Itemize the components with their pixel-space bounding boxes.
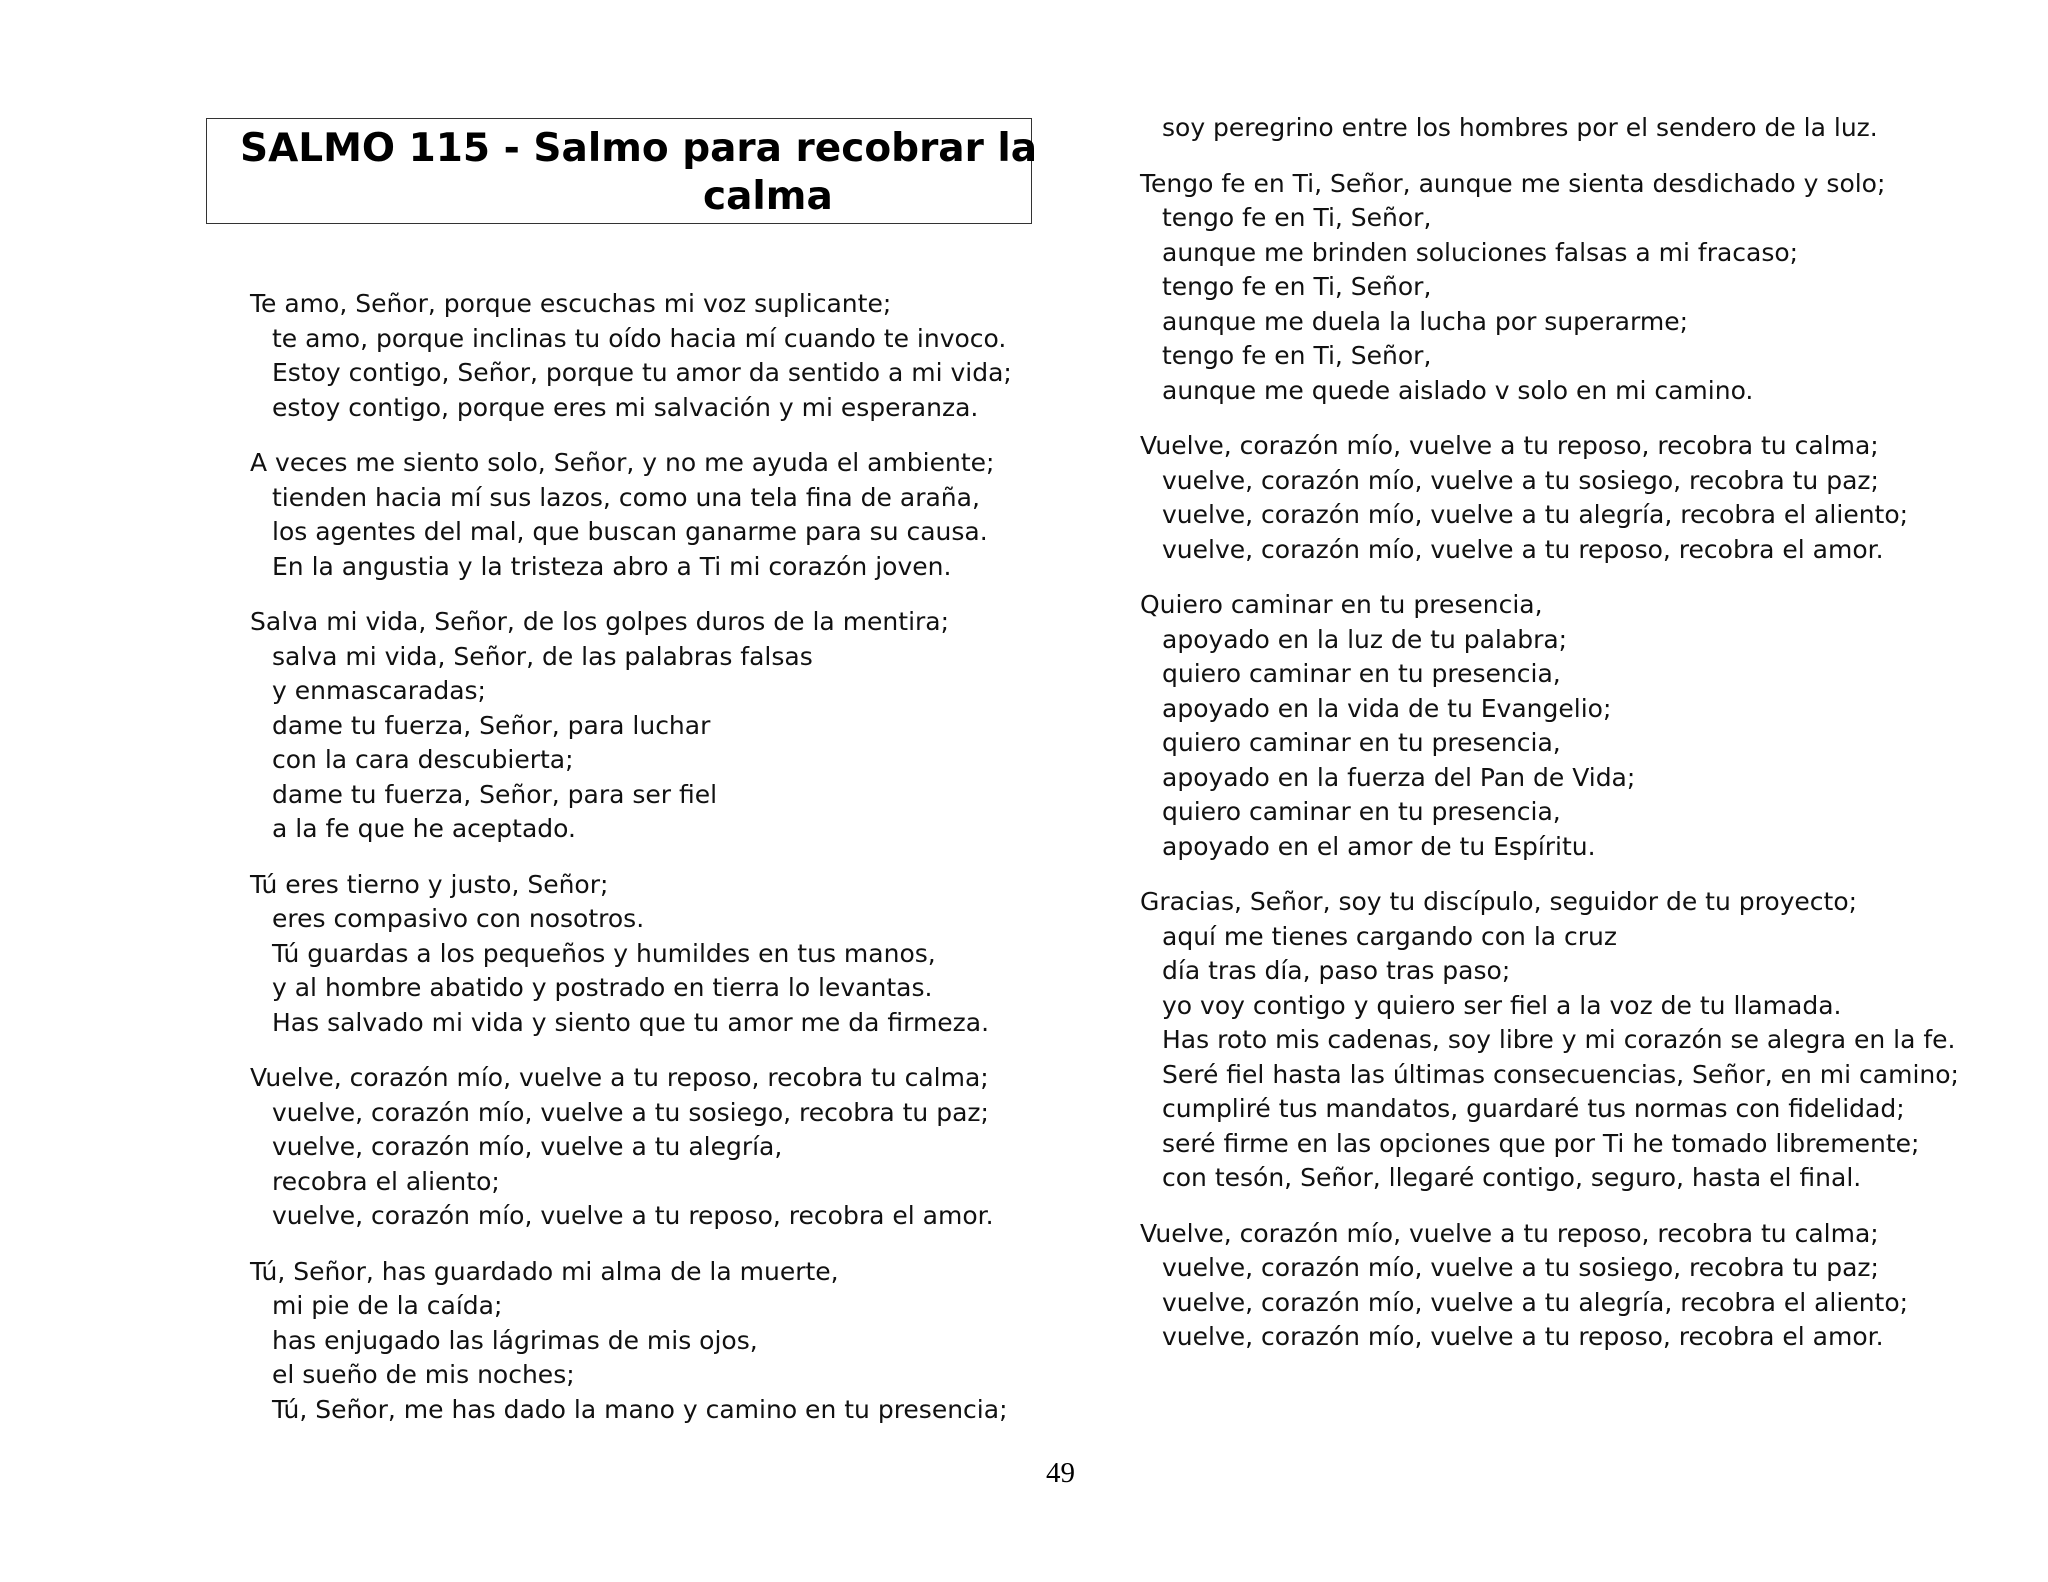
verse-line: aquí me tienes cargando con la cruz: [1162, 921, 1618, 951]
verse-line: Tú guardas a los pequeños y humildes en tus manos,: [272, 938, 936, 968]
stanza: [250, 446, 1012, 584]
verse-line: quiero caminar en tu presencia,: [1162, 797, 1561, 826]
verse-line: aunque me brinden soluciones falsas a mi fracaso;: [1162, 237, 1799, 267]
verse-line: dame tu fuerza, Señor, para ser fiel: [272, 779, 718, 809]
verse-line: Tú, Señor, me has dado la mano y camino en tu presencia;: [272, 1394, 1008, 1424]
verse-line: estoy contigo, porque eres mi salvación y mi esperanza.: [272, 392, 979, 422]
verse-line: vuelve, corazón mío, vuelve a tu reposo, recobra el amor.: [1162, 1322, 1884, 1351]
stanza: [250, 287, 1012, 425]
verse-line: vuelve, corazón mío, vuelve a tu alegría, recobra el aliento;: [1162, 1287, 1909, 1317]
verse-line: cumpliré tus mandatos, guardaré tus normas con fidelidad;: [1162, 1094, 1905, 1123]
verse-line: los agentes del mal, que buscan ganarme para su causa.: [272, 517, 988, 546]
verse-line: dame tu fuerza, Señor, para luchar: [272, 710, 711, 740]
verse-line: Seré fiel hasta las últimas consecuencias, Señor, en mi camino;: [1162, 1059, 1959, 1089]
right-column: [1140, 111, 1959, 1376]
stanza: [250, 1255, 1012, 1428]
verse-line: vuelve, corazón mío, vuelve a tu sosiego, recobra tu paz;: [272, 1097, 989, 1127]
verse-line: vuelve, corazón mío, vuelve a tu reposo, recobra el amor.: [272, 1201, 994, 1230]
verse-line: vuelve, corazón mío, vuelve a tu sosiego, recobra tu paz;: [1162, 465, 1879, 495]
stanza: [250, 868, 1012, 1041]
verse-line: A veces me siento solo, Señor, y no me ayuda el ambiente;: [250, 448, 995, 477]
verse-line: recobra el aliento;: [272, 1166, 500, 1196]
verse-line: tengo fe en Ti, Señor,: [1162, 203, 1432, 232]
verse-line: vuelve, corazón mío, vuelve a tu alegría,: [272, 1132, 783, 1161]
verse-line: Vuelve, corazón mío, vuelve a tu reposo, recobra tu calma;: [250, 1063, 989, 1092]
verse-line: apoyado en la vida de tu Evangelio;: [1162, 693, 1612, 723]
verse-line: y enmascaradas;: [272, 676, 486, 705]
verse-line: Salva mi vida, Señor, de los golpes duros de la mentira;: [250, 607, 950, 636]
verse-line: aunque me duela la lucha por superarme;: [1162, 306, 1689, 336]
verse-line: vuelve, corazón mío, vuelve a tu alegría, recobra el aliento;: [1162, 500, 1909, 529]
verse-line: te amo, porque inclinas tu oído hacia mí cuando te invoco.: [272, 323, 1007, 353]
verse-line: día tras día, paso tras paso;: [1162, 956, 1511, 985]
verse-line: Has salvado mi vida y siento que tu amor me da firmeza.: [272, 1007, 990, 1037]
stanza: [1140, 885, 1959, 1196]
verse-line: tengo fe en Ti, Señor,: [1162, 272, 1432, 301]
stanza: [1140, 111, 1959, 146]
stanza: [1140, 588, 1959, 864]
verse-line: tengo fe en Ti, Señor,: [1162, 341, 1432, 370]
stanza: [1140, 429, 1959, 567]
verse-line: tienden hacia mí sus lazos, como una tela fina de araña,: [272, 482, 980, 512]
page-title-line-2: calma: [703, 174, 833, 219]
verse-line: y al hombre abatido y postrado en tierra lo levantas.: [272, 973, 933, 1002]
verse-line: aunque me quede aislado v solo en mi camino.: [1162, 375, 1754, 405]
verse-line: el sueño de mis noches;: [272, 1360, 575, 1389]
stanza: [250, 1061, 1012, 1234]
stanza: [250, 605, 1012, 847]
verse-line: con la cara descubierta;: [272, 745, 574, 774]
page-title-line-1: SALMO 115 - Salmo para recobrar la: [240, 126, 1038, 171]
verse-line: soy peregrino entre los hombres por el sendero de la luz.: [1162, 113, 1878, 142]
verse-line: yo voy contigo y quiero ser fiel a la voz de tu llamada.: [1162, 990, 1842, 1020]
verse-line: con tesón, Señor, llegaré contigo, seguro, hasta el final.: [1162, 1163, 1862, 1192]
stanza: [1140, 167, 1959, 409]
verse-line: vuelve, corazón mío, vuelve a tu reposo, recobra el amor.: [1162, 534, 1884, 564]
verse-line: mi pie de la caída;: [272, 1291, 503, 1320]
page-number: 49: [1046, 1457, 1075, 1489]
verse-line: seré firme en las opciones que por Ti he tomado libremente;: [1162, 1128, 1920, 1158]
verse-line: a la fe que he aceptado.: [272, 814, 576, 843]
verse-line: has enjugado las lágrimas de mis ojos,: [272, 1325, 758, 1355]
verse-line: Tú, Señor, has guardado mi alma de la muerte,: [250, 1256, 839, 1286]
verse-line: Has roto mis cadenas, soy libre y mi corazón se alegra en la fe.: [1162, 1025, 1956, 1054]
verse-line: salva mi vida, Señor, de las palabras falsas: [272, 641, 813, 671]
verse-line: Vuelve, corazón mío, vuelve a tu reposo, recobra tu calma;: [1140, 1218, 1879, 1248]
verse-line: Te amo, Señor, porque escuchas mi voz suplicante;: [250, 289, 892, 318]
verse-line: quiero caminar en tu presencia,: [1162, 728, 1561, 757]
left-column: [250, 287, 1012, 1448]
verse-line: Estoy contigo, Señor, porque tu amor da sentido a mi vida;: [272, 358, 1012, 387]
verse-line: apoyado en el amor de tu Espíritu.: [1162, 831, 1596, 861]
verse-line: Tengo fe en Ti, Señor, aunque me sienta desdichado y solo;: [1140, 168, 1886, 198]
stanza: [1140, 1217, 1959, 1355]
verse-line: apoyado en la fuerza del Pan de Vida;: [1162, 762, 1636, 792]
verse-line: Gracias, Señor, soy tu discípulo, seguidor de tu proyecto;: [1140, 887, 1858, 916]
verse-line: Quiero caminar en tu presencia,: [1140, 590, 1543, 619]
verse-line: quiero caminar en tu presencia,: [1162, 659, 1561, 688]
verse-line: Tú eres tierno y justo, Señor;: [250, 869, 609, 899]
verse-line: En la angustia y la tristeza abro a Ti mi corazón joven.: [272, 551, 952, 581]
verse-line: eres compasivo con nosotros.: [272, 904, 645, 933]
verse-line: vuelve, corazón mío, vuelve a tu sosiego, recobra tu paz;: [1162, 1253, 1879, 1282]
verse-line: Vuelve, corazón mío, vuelve a tu reposo, recobra tu calma;: [1140, 431, 1879, 460]
verse-line: apoyado en la luz de tu palabra;: [1162, 624, 1568, 654]
